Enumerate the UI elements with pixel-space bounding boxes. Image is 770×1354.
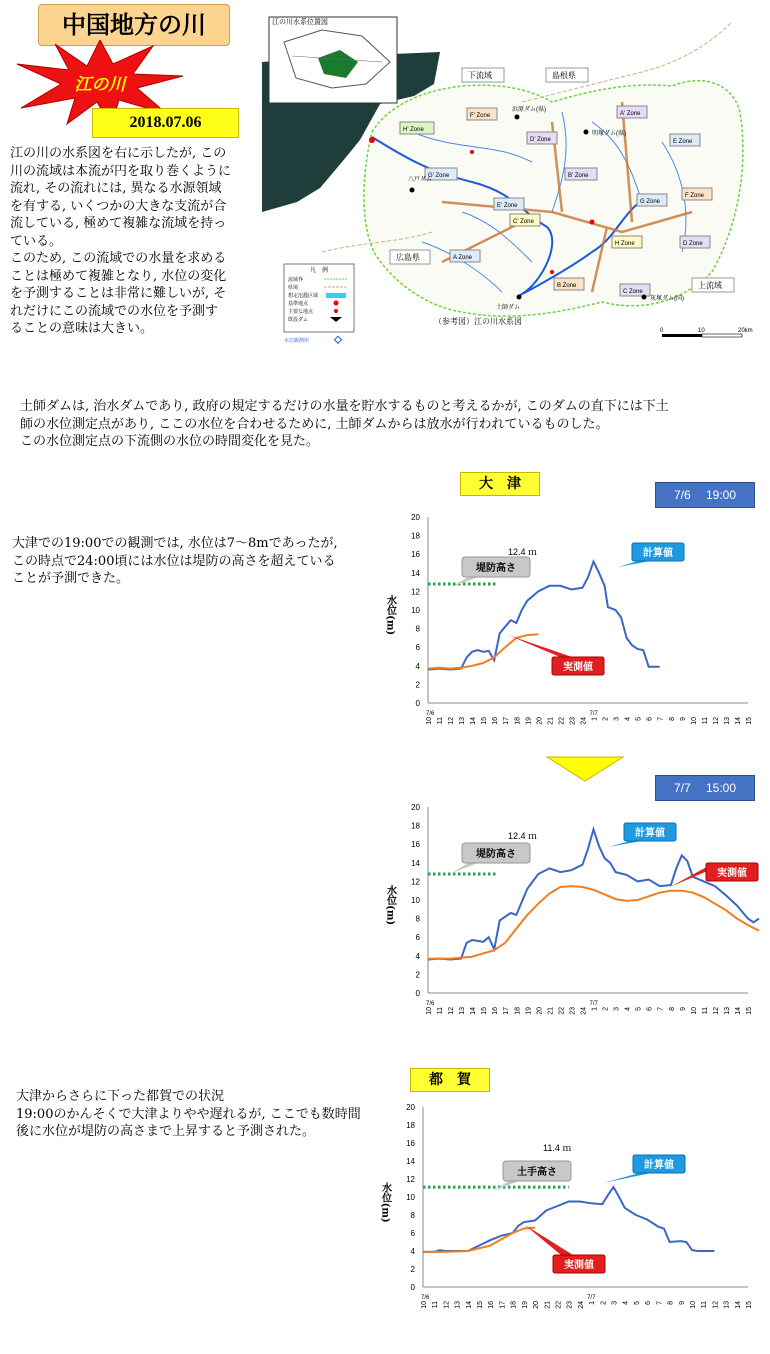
series-line-calc [423, 1187, 714, 1252]
legend-item: 水位観測所 [284, 338, 310, 344]
x-tick-label: 11 [437, 717, 445, 725]
x-tick-label: 18 [514, 717, 522, 725]
x-tick-label: 15 [481, 1007, 489, 1015]
intro-line: 江の川の水系図を右に示したが, この [10, 146, 227, 161]
y-axis-label: 水位(m) [384, 595, 396, 636]
legend-item: 基準地点 [288, 301, 309, 307]
x-tick-label: 13 [723, 1007, 731, 1015]
section1-text [12, 535, 372, 588]
scale-label: 0 [660, 328, 664, 334]
x-tick-label: 12 [443, 1301, 451, 1309]
intro-line: 流れ, その流れには, 異なる水源領域 [10, 181, 222, 196]
y-tick-label: 14 [411, 858, 420, 868]
river-system-map [262, 12, 767, 352]
x-tick-label: 20 [536, 1007, 544, 1015]
zone-label: B' Zone [568, 173, 589, 179]
x-tick-label: 14 [465, 1301, 473, 1309]
intro-line: 川の流域は本流が円を取り巻くように [10, 163, 232, 179]
actual-callout-label: 実測値 [564, 1260, 594, 1271]
zone-label: E Zone [673, 139, 693, 145]
intro-line: ることの意味は大きい。 [10, 321, 154, 336]
zone-label: D' Zone [530, 137, 551, 143]
zone-label: F' Zone [470, 113, 491, 119]
section1-line: 大津での19:00での観測では, 水位は7～8mであったが, [12, 536, 338, 551]
y-tick-label: 0 [410, 1283, 415, 1292]
x-tick-label: 23 [569, 1007, 577, 1015]
x-tick-label: 21 [547, 717, 555, 725]
x-tick-label: 2 [602, 1007, 610, 1011]
x-tick-label: 9 [679, 1007, 687, 1011]
y-tick-label: 14 [406, 1157, 415, 1166]
dam-label: 浜原ダム(県) [512, 107, 546, 113]
intro-line: 流している, 極めて複雑な流域を持っ [10, 216, 227, 231]
intro-line: を予測することは非常に難しいが, そ [10, 286, 227, 301]
x-tick-label: 4 [624, 717, 632, 721]
series-line-actual [428, 886, 759, 959]
x-tick-label: 18 [510, 1301, 518, 1309]
y-tick-label: 12 [406, 1175, 415, 1184]
date-label: 7/6 [426, 1001, 435, 1007]
y-tick-label: 6 [415, 933, 420, 943]
y-tick-label: 8 [415, 914, 420, 924]
middle-line: 師の水位測定点があり, ここの水位を合わせるために, 土師ダムからは放水が行われているものした。 [20, 416, 609, 432]
x-tick-label: 5 [635, 1007, 643, 1011]
x-tick-label: 13 [723, 1301, 731, 1309]
levee-height-note: 12.4 ｍ [508, 547, 538, 557]
x-tick-label: 2 [602, 717, 610, 721]
y-tick-label: 4 [410, 1247, 415, 1256]
middle-line: 土師ダムは, 治水ダムであり, 政府の規定するだけの水量を貯水するものと考えるかが, このダムの直下には下土 [20, 399, 669, 414]
date-label: 7/6 [426, 711, 435, 717]
y-tick-label: 20 [411, 513, 420, 522]
x-tick-label: 14 [734, 1007, 742, 1015]
levee-callout-label: 土手高さ [517, 1167, 557, 1178]
intro-line: を有する, いくつかの大きな支流が合 [10, 198, 227, 214]
zone-label: C' Zone [513, 219, 534, 225]
x-tick-label: 12 [448, 1007, 456, 1015]
zone-label: F Zone [685, 193, 705, 199]
dam-label: 八戸ダム [408, 177, 433, 183]
x-tick-label: 19 [525, 717, 533, 725]
x-tick-label: 17 [503, 717, 511, 725]
x-tick-label: 14 [734, 1301, 742, 1309]
time-badge-1: 7/6 19:00 [655, 482, 755, 508]
section1-line: ことが予測できた。 [12, 571, 130, 586]
calc-callout-tail [608, 841, 642, 847]
y-tick-label: 16 [406, 1139, 415, 1148]
x-tick-label: 19 [521, 1301, 529, 1309]
x-tick-label: 6 [646, 717, 654, 721]
x-tick-label: 9 [678, 1301, 686, 1305]
x-tick-label: 16 [488, 1301, 496, 1309]
date-label: 7/7 [589, 1001, 598, 1007]
scale-label: 20km [738, 328, 753, 334]
x-tick-label: 12 [448, 717, 456, 725]
down-arrow-icon [545, 755, 625, 783]
region-label: 島根県 [552, 71, 576, 80]
x-tick-label: 13 [459, 717, 467, 725]
x-tick-label: 15 [746, 1007, 753, 1015]
legend-item: 想定氾濫区域 [288, 293, 319, 299]
x-tick-label: 21 [547, 1007, 555, 1015]
y-tick-label: 16 [411, 550, 420, 560]
legend-item: 県境 [288, 285, 299, 291]
x-tick-label: 20 [536, 717, 544, 725]
calc-callout-label: 計算値 [644, 1160, 674, 1171]
page-title: 中国地方の川 [38, 4, 230, 46]
levee-height-note: 11.4 ｍ [543, 1143, 572, 1153]
y-axis-label: 水位(m) [379, 1182, 391, 1223]
y-tick-label: 16 [411, 840, 420, 850]
y-tick-label: 8 [410, 1211, 415, 1220]
y-tick-label: 2 [410, 1265, 415, 1274]
x-tick-label: 12 [712, 1301, 720, 1309]
legend-item: 流域界 [288, 277, 304, 283]
x-tick-label: 6 [645, 1301, 653, 1305]
x-tick-label: 5 [635, 717, 643, 721]
section2-line: 大津からさらに下った都賀での状況 [16, 1089, 225, 1104]
x-tick-label: 15 [481, 717, 489, 725]
x-tick-label: 10 [426, 1007, 433, 1015]
y-tick-label: 18 [411, 531, 420, 541]
x-tick-label: 11 [432, 1301, 440, 1309]
section2-line: 後に水位が堤防の高さまで上昇すると予測された。 [16, 1124, 316, 1139]
region-label: 下流域 [468, 71, 492, 80]
x-tick-label: 21 [544, 1301, 552, 1309]
levee-callout-label: 堤防高さ [476, 849, 516, 860]
zone-label: G Zone [640, 199, 661, 205]
x-tick-label: 8 [668, 1007, 676, 1011]
y-tick-label: 12 [411, 877, 420, 887]
y-axis-label: 水位(m) [384, 885, 396, 926]
map-caption: （参考図）江の川水系図 [434, 317, 522, 326]
x-tick-label: 3 [613, 717, 621, 721]
x-tick-label: 15 [746, 1301, 753, 1309]
station-label-otsu: 大 津 [460, 472, 540, 496]
x-tick-label: 18 [514, 1007, 522, 1015]
x-tick-label: 16 [492, 1007, 500, 1015]
zone-label: H' Zone [403, 127, 424, 133]
series-line-calc [428, 562, 660, 670]
y-tick-label: 6 [415, 643, 420, 653]
x-tick-label: 1 [591, 1007, 599, 1011]
y-tick-label: 4 [415, 951, 420, 961]
x-tick-label: 17 [503, 1007, 511, 1015]
zone-label: G' Zone [428, 173, 450, 179]
x-tick-label: 13 [454, 1301, 462, 1309]
date-label: 7/7 [589, 711, 598, 717]
intro-line: ている。 [10, 233, 63, 249]
x-tick-label: 11 [437, 1007, 445, 1015]
x-tick-label: 14 [470, 1007, 478, 1015]
x-tick-label: 11 [701, 1007, 709, 1015]
x-tick-label: 1 [589, 1301, 597, 1305]
y-tick-label: 10 [411, 896, 420, 905]
y-tick-label: 18 [411, 821, 420, 831]
y-tick-label: 10 [406, 1193, 415, 1202]
x-tick-label: 7 [657, 1007, 665, 1011]
zone-label: D Zone [683, 241, 703, 247]
y-tick-label: 10 [411, 606, 420, 615]
y-tick-label: 6 [410, 1229, 415, 1238]
x-tick-label: 23 [569, 717, 577, 725]
y-tick-label: 14 [411, 568, 420, 578]
x-tick-label: 4 [624, 1007, 632, 1011]
x-tick-label: 10 [426, 717, 433, 725]
x-tick-label: 16 [492, 717, 500, 725]
zone-label: H Zone [615, 241, 635, 247]
chart-otsu-2 [380, 795, 765, 1035]
y-tick-label: 2 [415, 680, 420, 690]
zone-label: C Zone [623, 289, 643, 295]
x-tick-label: 24 [577, 1301, 585, 1309]
x-tick-label: 13 [459, 1007, 467, 1015]
x-tick-label: 3 [611, 1301, 619, 1305]
date-badge: 2018.07.06 [92, 108, 239, 138]
levee-callout-tail [452, 577, 478, 587]
calc-callout-label: 計算値 [643, 548, 673, 559]
series-line-actual [423, 1228, 535, 1252]
zone-label: E' Zone [497, 203, 518, 209]
x-tick-label: 11 [701, 1301, 709, 1309]
y-tick-label: 20 [406, 1103, 415, 1112]
x-tick-label: 20 [533, 1301, 541, 1309]
inset-title: 江の川水系位置図 [272, 19, 328, 26]
x-tick-label: 17 [499, 1301, 507, 1309]
x-tick-label: 4 [622, 1301, 630, 1305]
y-tick-label: 12 [411, 587, 420, 597]
dam-label: 灰塚ダム(国) [650, 296, 684, 302]
intro-line: れだけにこの流域での水位を予測す [10, 303, 219, 319]
calc-callout-tail [618, 561, 650, 567]
chart-otsu-1 [380, 505, 765, 745]
y-tick-label: 0 [415, 989, 420, 998]
x-tick-label: 15 [477, 1301, 485, 1309]
x-tick-label: 2 [600, 1301, 608, 1305]
x-tick-label: 11 [701, 717, 709, 725]
x-tick-label: 1 [591, 717, 599, 721]
x-tick-label: 10 [689, 1301, 697, 1309]
legend-item: 主要な地点 [288, 309, 314, 315]
x-tick-label: 7 [657, 717, 665, 721]
scale-label: 10 [698, 328, 705, 334]
section2-line: 19:00のかんそくで大津よりやや遅れるが, ここでも数時間 [16, 1106, 361, 1122]
x-tick-label: 10 [690, 717, 698, 725]
zone-label: A Zone [453, 255, 473, 261]
calc-callout-label: 計算値 [635, 828, 665, 839]
x-tick-label: 8 [668, 717, 676, 721]
x-tick-label: 7 [656, 1301, 664, 1305]
x-tick-label: 8 [667, 1301, 675, 1305]
levee-callout-tail [452, 863, 478, 873]
x-tick-label: 23 [566, 1301, 574, 1309]
x-tick-label: 10 [421, 1301, 428, 1309]
intro-text [10, 145, 250, 338]
y-tick-label: 4 [415, 661, 420, 671]
zone-label: B Zone [557, 283, 577, 289]
levee-callout-label: 堤防高さ [476, 563, 516, 574]
dam-label: 土師ダム [496, 305, 521, 311]
dam-label: 明塚ダム(県) [592, 131, 626, 137]
x-tick-label: 22 [555, 1301, 563, 1309]
intro-line: このため, この流域での水量を求める [10, 251, 227, 266]
region-label: 上流域 [698, 281, 722, 290]
date-label: 7/6 [421, 1295, 430, 1301]
middle-text [20, 398, 760, 451]
levee-height-note: 12.4 ｍ [508, 831, 538, 841]
intro-line: ことは極めて複雑となり, 水位の変化 [10, 268, 227, 284]
date-label: 7/7 [587, 1295, 596, 1301]
x-tick-label: 12 [712, 1007, 720, 1015]
section1-line: この時点で24:00頃には水位は堤防の高さを超えている [12, 553, 336, 569]
x-tick-label: 5 [633, 1301, 641, 1305]
x-tick-label: 13 [723, 717, 731, 725]
middle-line: この水位測定点の下流側の水位の時間変化を見た。 [20, 434, 320, 449]
y-tick-label: 0 [415, 699, 420, 708]
legend-item: 既設ダム [288, 317, 309, 323]
x-tick-label: 9 [679, 717, 687, 721]
y-tick-label: 18 [406, 1121, 415, 1130]
actual-callout-label: 実測値 [717, 868, 747, 879]
legend-title: 凡 例 [310, 268, 329, 274]
region-label: 広島県 [396, 253, 420, 262]
chart-tsuga [375, 1095, 765, 1320]
y-tick-label: 20 [411, 803, 420, 812]
x-tick-label: 14 [734, 717, 742, 725]
time-badge-2: 7/7 15:00 [655, 775, 755, 801]
station-label-tsuga: 都 賀 [410, 1068, 490, 1092]
x-tick-label: 19 [525, 1007, 533, 1015]
actual-callout-tail [525, 1225, 573, 1255]
y-tick-label: 8 [415, 624, 420, 634]
x-tick-label: 22 [558, 1007, 566, 1015]
scale-bar [660, 328, 753, 337]
river-name: 江の川 [74, 75, 126, 95]
x-tick-label: 10 [690, 1007, 698, 1015]
x-tick-label: 15 [746, 717, 753, 725]
x-tick-label: 6 [646, 1007, 654, 1011]
y-tick-label: 2 [415, 970, 420, 980]
x-tick-label: 22 [558, 717, 566, 725]
section2-text [16, 1088, 386, 1141]
x-tick-label: 14 [470, 717, 478, 725]
x-tick-label: 3 [613, 1007, 621, 1011]
actual-callout-label: 実測値 [563, 662, 593, 673]
x-tick-label: 24 [580, 717, 588, 725]
x-tick-label: 24 [580, 1007, 588, 1015]
x-tick-label: 12 [712, 717, 720, 725]
zone-label: A' Zone [620, 111, 641, 117]
calc-callout-tail [603, 1173, 651, 1183]
